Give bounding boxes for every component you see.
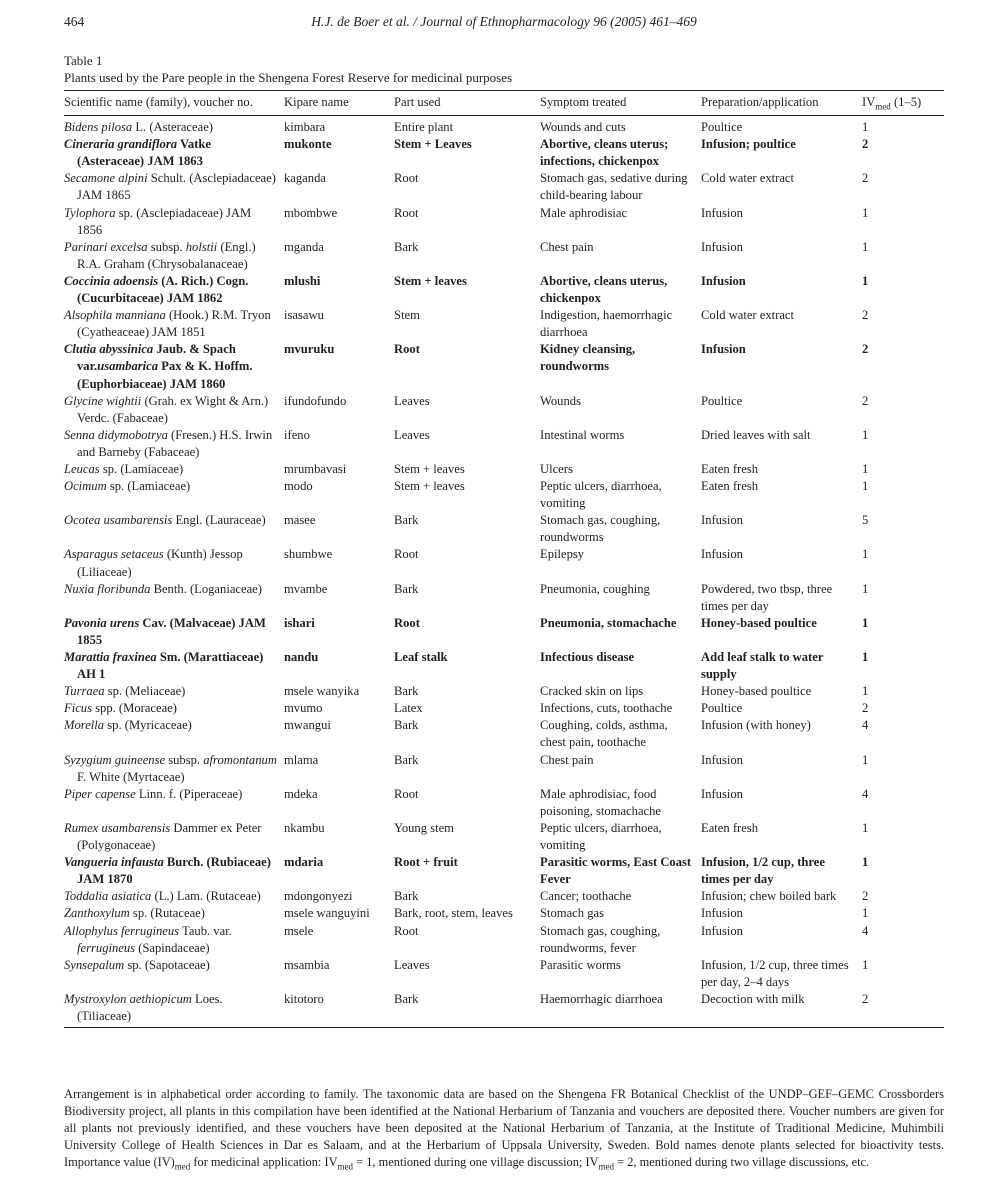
- cell-kipare-name: nkambu: [284, 820, 325, 835]
- table-row: [64, 307, 944, 341]
- taxon-text: sp. (Myricaceae): [104, 718, 192, 733]
- cell-kipare-name: mbombwe: [284, 205, 338, 220]
- taxon-italic: Ocimum: [64, 479, 107, 494]
- cell-importance-value: 1: [862, 820, 869, 835]
- cell-symptom-treated: Cancer; toothache: [540, 889, 632, 904]
- table-row: [64, 512, 944, 546]
- table-row: [64, 581, 944, 615]
- cell-symptom-treated: Infections, cuts, toothache: [540, 701, 673, 716]
- cell-symptom-treated: Wounds: [540, 393, 581, 408]
- cell-part-used: Root: [394, 342, 420, 357]
- cell-preparation: Infusion, 1/2 cup, three times per day, 2–4 days: [701, 957, 849, 989]
- cell-kipare-name: mlama: [284, 752, 319, 767]
- taxon-text: (Engl.) R.A. Graham (Chrysobalanaceae): [77, 239, 256, 271]
- table-header-row: [64, 91, 944, 116]
- cell-scientific-name: [64, 683, 284, 700]
- taxon-italic: Ficus: [64, 701, 92, 716]
- cell-preparation: Cold water extract: [701, 171, 795, 186]
- cell-kipare-name: isasawu: [284, 308, 324, 323]
- table-row: [64, 752, 944, 786]
- footnote-text: Arrangement is in alphabetical order according to family. The taxonomic data are based on the Shengena FR Botanical Checklist of the UNDP–GEF–GEMC Crossborders Biodiversity project, all plants in this compilation have been identified at the National Herbarium of Tanzania and vouchers are deposited there. Voucher numbers are given for all plants not previously identified, and these vouchers have been deposited at the National Herbarium of Tanzania, at the Institute of Traditional Medicine, Muhimbili University College of Health Sciences in Dar es Salaam, and at the Herbarium of Uppsala University, Sweden. Bold names denote plants selected for bioactivity tests. Importance value (IV): [64, 1087, 944, 1169]
- cell-scientific-name: [64, 116, 284, 137]
- cell-scientific-name: [64, 957, 284, 991]
- cell-importance-value: 1: [862, 906, 869, 921]
- taxon-italic: Tylophora: [64, 205, 116, 220]
- footnote-iv-sub: med: [337, 1161, 354, 1172]
- taxon-text: spp. (Moraceae): [91, 701, 177, 716]
- taxon-text: (Fresen.) H.S. Irwin and Barneby (Fabaceae): [77, 427, 273, 459]
- cell-part-used: Stem + leaves: [394, 273, 467, 288]
- taxon-italic: Vangueria infausta: [64, 855, 164, 870]
- cell-symptom-treated: Stomach gas: [540, 906, 605, 921]
- table-row: [64, 905, 944, 922]
- cell-scientific-name: [64, 615, 284, 649]
- cell-kipare-name: nandu: [284, 650, 319, 664]
- page-number: 464: [64, 14, 85, 29]
- taxon-text: Vatke (Asteraceae) JAM 1863: [77, 137, 211, 169]
- taxon-text: Linn. f. (Piperaceae): [135, 786, 243, 801]
- cell-part-used: Bark: [394, 718, 419, 733]
- taxon-text: Jaub. & Spach var.: [77, 342, 236, 374]
- taxon-text: Dammer ex Peter (Polygonaceae): [77, 820, 262, 853]
- cell-importance-value: 2: [862, 137, 869, 152]
- cell-scientific-name: [64, 752, 284, 786]
- cell-preparation: Infusion: [701, 906, 743, 921]
- cell-preparation: Honey-based poultice: [701, 684, 812, 699]
- cell-importance-value: 1: [862, 461, 869, 476]
- taxon-text: (Hook.) R.M. Tryon (Cyatheaceae) JAM 1851: [77, 308, 271, 340]
- cell-part-used: Root: [394, 615, 420, 630]
- taxon-italic: Morella: [64, 718, 105, 733]
- taxon-italic: holstii: [185, 239, 218, 254]
- table-row: [64, 854, 944, 888]
- journal-citation: H.J. de Boer et al. / Journal of Ethnopharmacology 96 (2005) 461–469: [311, 14, 697, 29]
- taxon-text: Schult. (Asclepiadaceae) JAM 1865: [77, 171, 276, 203]
- taxon-italic: Ocotea usambarensis: [64, 513, 173, 528]
- cell-scientific-name: [64, 478, 284, 512]
- cell-preparation: Eaten fresh: [701, 461, 758, 476]
- table-row: [64, 683, 944, 700]
- cell-scientific-name: [64, 461, 284, 478]
- taxon-italic: Cineraria grandiflora: [64, 137, 178, 152]
- cell-symptom-treated: Intestinal worms: [540, 427, 625, 442]
- cell-importance-value: 1: [862, 547, 869, 562]
- cell-symptom-treated: Male aphrodisiac: [540, 205, 628, 220]
- taxon-text: Sm. (Marattiaceae) AH 1: [77, 650, 264, 682]
- taxon-text: sp. (Lamiaceae): [99, 461, 184, 476]
- cell-preparation: Infusion; poultice: [701, 137, 796, 152]
- taxon-italic: Piper capense: [64, 786, 136, 801]
- cell-part-used: Bark: [394, 752, 419, 767]
- taxon-text: (Grah. ex Wight & Arn.) Verdc. (Fabaceae): [77, 393, 269, 425]
- cell-part-used: Stem + leaves: [394, 461, 465, 476]
- table-row: [64, 991, 944, 1028]
- taxon-text: Benth. (Loganiaceae): [150, 581, 262, 596]
- cell-part-used: Bark: [394, 684, 419, 699]
- cell-part-used: Bark: [394, 991, 419, 1006]
- cell-scientific-name: [64, 512, 284, 546]
- cell-scientific-name: [64, 546, 284, 580]
- cell-symptom-treated: Haemorrhagic diarrhoea: [540, 991, 663, 1006]
- cell-preparation: Dried leaves with salt: [701, 427, 811, 442]
- cell-kipare-name: kaganda: [284, 171, 326, 186]
- taxon-text: Burch. (Rubiaceae) JAM 1870: [77, 855, 271, 887]
- cell-importance-value: 2: [862, 171, 869, 186]
- cell-symptom-treated: Abortive, cleans uterus, chickenpox: [540, 273, 668, 306]
- taxon-italic: Syzygium guineense: [64, 752, 166, 767]
- cell-part-used: Bark: [394, 513, 419, 528]
- cell-kipare-name: msele wanyika: [284, 684, 360, 699]
- cell-part-used: Bark: [394, 239, 419, 254]
- table-caption: [64, 52, 512, 86]
- cell-importance-value: 1: [862, 957, 869, 972]
- cell-part-used: Root: [394, 205, 419, 220]
- cell-preparation: Infusion; chew boiled bark: [701, 889, 837, 904]
- cell-preparation: Infusion: [701, 923, 743, 938]
- cell-kipare-name: masee: [284, 513, 316, 528]
- taxon-italic: Glycine wightii: [64, 393, 142, 408]
- taxon-text: sp. (Asclepiadaceae) JAM 1856: [77, 205, 252, 237]
- cell-importance-value: 1: [862, 479, 869, 494]
- cell-kipare-name: kitotoro: [284, 991, 324, 1006]
- table-row: [64, 205, 944, 239]
- table-row: [64, 615, 944, 649]
- cell-importance-value: 4: [862, 923, 869, 938]
- taxon-italic: Bidens pilosa: [64, 120, 133, 135]
- cell-scientific-name: [64, 649, 284, 683]
- cell-symptom-treated: Parasitic worms: [540, 957, 621, 972]
- cell-scientific-name: [64, 239, 284, 273]
- cell-preparation: Poultice: [701, 393, 743, 408]
- cell-scientific-name: [64, 170, 284, 204]
- cell-importance-value: 1: [862, 239, 869, 254]
- cell-kipare-name: mvambe: [284, 581, 328, 596]
- cell-kipare-name: mukonte: [284, 137, 332, 152]
- cell-symptom-treated: Kidney cleansing, roundworms: [540, 342, 636, 374]
- cell-preparation: Infusion, 1/2 cup, three times per day: [701, 855, 825, 887]
- cell-symptom-treated: Male aphrodisiac, food poisoning, stomachache: [540, 786, 662, 818]
- cell-preparation: Eaten fresh: [701, 479, 758, 494]
- table-row: [64, 136, 944, 170]
- iv-subscript: med: [875, 101, 891, 112]
- cell-part-used: Leaves: [394, 427, 430, 442]
- table-label: Table 1: [64, 53, 103, 68]
- table-row: [64, 717, 944, 751]
- taxon-italic: Mystroxylon aethiopicum: [64, 991, 192, 1006]
- footnote-iv-sub: med: [598, 1161, 615, 1172]
- cell-kipare-name: mdaria: [284, 855, 324, 870]
- cell-kipare-name: msele: [284, 923, 314, 938]
- taxon-text: Pax & K. Hoffm. (Euphorbiaceae) JAM 1860: [77, 359, 253, 391]
- taxon-text: (Sapindaceae): [135, 940, 210, 955]
- cell-importance-value: 2: [862, 308, 869, 323]
- cell-preparation: Infusion: [701, 547, 743, 562]
- cell-kipare-name: mvuruku: [284, 342, 335, 357]
- table-row: [64, 649, 944, 683]
- taxon-italic: Senna didymobotrya: [64, 427, 168, 442]
- cell-kipare-name: modo: [284, 479, 313, 494]
- cell-scientific-name: [64, 307, 284, 341]
- taxon-text: L. (Asteraceae): [132, 120, 213, 135]
- cell-symptom-treated: Infectious disease: [540, 650, 635, 664]
- cell-scientific-name: [64, 786, 284, 820]
- cell-symptom-treated: Parasitic worms, East Coast Fever: [540, 855, 692, 887]
- taxon-text: Taub. var.: [179, 923, 232, 938]
- taxon-text: (Kunth) Jessop (Liliaceae): [77, 547, 243, 579]
- cell-kipare-name: mrumbavasi: [284, 461, 347, 476]
- cell-preparation: Infusion: [701, 752, 743, 767]
- col-header-scientific-name: Scientific name (family), voucher no.: [64, 95, 253, 109]
- taxon-italic: Allophylus ferrugineus: [64, 923, 180, 938]
- cell-part-used: Root: [394, 786, 419, 801]
- cell-symptom-treated: Peptic ulcers, diarrhoea, vomiting: [540, 820, 662, 853]
- cell-preparation: Cold water extract: [701, 308, 795, 323]
- table-row: [64, 170, 944, 204]
- cell-preparation: Poultice: [701, 120, 743, 135]
- taxon-italic: Asparagus setaceus: [64, 547, 164, 562]
- table-footnote: [64, 1086, 944, 1171]
- cell-preparation: Infusion: [701, 273, 746, 288]
- cell-scientific-name: [64, 136, 284, 170]
- taxon-italic: Nuxia floribunda: [64, 581, 151, 596]
- cell-importance-value: 1: [862, 120, 869, 135]
- cell-symptom-treated: Coughing, colds, asthma, chest pain, toothache: [540, 718, 668, 750]
- cell-symptom-treated: Cracked skin on lips: [540, 684, 644, 699]
- cell-symptom-treated: Peptic ulcers, diarrhoea, vomiting: [540, 479, 662, 511]
- cell-part-used: Bark: [394, 889, 419, 904]
- table-row: [64, 786, 944, 820]
- cell-scientific-name: [64, 393, 284, 427]
- table-row: [64, 461, 944, 478]
- cell-scientific-name: [64, 427, 284, 461]
- cell-kipare-name: mvumo: [284, 701, 323, 716]
- cell-part-used: Leaves: [394, 393, 430, 408]
- cell-part-used: Root + fruit: [394, 855, 458, 870]
- col-header-preparation: Preparation/application: [701, 95, 819, 109]
- footnote-text-2: for medicinal application: IV: [190, 1155, 338, 1169]
- cell-part-used: Stem + leaves: [394, 479, 465, 494]
- cell-preparation: Infusion: [701, 342, 746, 357]
- table-row: [64, 546, 944, 580]
- cell-symptom-treated: Epilepsy: [540, 547, 585, 562]
- cell-preparation: Add leaf stalk to water supply: [701, 650, 824, 682]
- cell-kipare-name: mdongonyezi: [284, 889, 353, 904]
- cell-symptom-treated: Pneumonia, stomachache: [540, 615, 677, 630]
- cell-kipare-name: ishari: [284, 615, 315, 630]
- cell-importance-value: 1: [862, 684, 869, 699]
- cell-preparation: Infusion: [701, 205, 743, 220]
- cell-part-used: Leaf stalk: [394, 650, 448, 664]
- taxon-text: Loes. (Tiliaceae): [77, 991, 223, 1023]
- cell-scientific-name: [64, 205, 284, 239]
- table-row: [64, 116, 944, 137]
- cell-kipare-name: shumbwe: [284, 547, 333, 562]
- cell-part-used: Stem: [394, 308, 420, 323]
- table-row: [64, 341, 944, 392]
- cell-importance-value: 2: [862, 701, 869, 716]
- table-title: Plants used by the Pare people in the Shengena Forest Reserve for medicinal purposes: [64, 70, 513, 85]
- table-row: [64, 820, 944, 854]
- cell-kipare-name: ifeno: [284, 427, 310, 442]
- cell-symptom-treated: Chest pain: [540, 239, 594, 254]
- cell-part-used: Root: [394, 547, 419, 562]
- cell-importance-value: 1: [862, 650, 869, 664]
- col-header-importance-value: [862, 91, 944, 116]
- taxon-italic: Secamone alpini: [64, 171, 148, 186]
- cell-importance-value: 2: [862, 991, 869, 1006]
- cell-symptom-treated: Stomach gas, coughing, roundworms, fever: [540, 923, 661, 955]
- taxon-italic: ferrugineus: [77, 940, 136, 955]
- taxon-italic: Coccinia adoensis: [64, 273, 159, 288]
- cell-importance-value: 1: [862, 752, 869, 767]
- cell-symptom-treated: Stomach gas, coughing, roundworms: [540, 513, 661, 545]
- table-body: [64, 116, 944, 1028]
- cell-importance-value: 2: [862, 342, 869, 357]
- table-row: [64, 700, 944, 717]
- table-row: [64, 239, 944, 273]
- cell-scientific-name: [64, 854, 284, 888]
- cell-importance-value: 1: [862, 615, 869, 630]
- cell-symptom-treated: Wounds and cuts: [540, 120, 626, 135]
- cell-importance-value: 1: [862, 581, 869, 596]
- cell-importance-value: 1: [862, 427, 869, 442]
- cell-kipare-name: kimbara: [284, 120, 326, 135]
- cell-part-used: Bark, root, stem, leaves: [394, 906, 513, 921]
- table-row: [64, 888, 944, 905]
- taxon-italic: usambarica: [97, 359, 159, 374]
- cell-importance-value: 2: [862, 393, 869, 408]
- cell-scientific-name: [64, 581, 284, 615]
- cell-preparation: Poultice: [701, 701, 743, 716]
- cell-symptom-treated: Chest pain: [540, 752, 594, 767]
- cell-preparation: Eaten fresh: [701, 820, 758, 835]
- col-header-part-used: Part used: [394, 95, 441, 109]
- table-row: [64, 923, 944, 957]
- taxon-text: sp. (Meliaceae): [104, 684, 186, 699]
- cell-symptom-treated: Abortive, cleans uterus; infections, chickenpox: [540, 137, 669, 169]
- cell-preparation: Infusion: [701, 786, 743, 801]
- col-header-kipare-name: Kipare name: [284, 95, 349, 109]
- cell-kipare-name: mganda: [284, 239, 324, 254]
- cell-scientific-name: [64, 341, 284, 392]
- cell-part-used: Young stem: [394, 820, 454, 835]
- iv-prefix: IV: [862, 95, 876, 109]
- cell-symptom-treated: Indigestion, haemorrhagic diarrhoea: [540, 308, 673, 340]
- cell-part-used: Bark: [394, 581, 419, 596]
- table-row: [64, 393, 944, 427]
- taxon-text: subsp.: [165, 752, 204, 767]
- cell-scientific-name: [64, 923, 284, 957]
- cell-part-used: Entire plant: [394, 120, 454, 135]
- cell-scientific-name: [64, 700, 284, 717]
- medicinal-plants-table: [64, 90, 944, 1028]
- taxon-italic: Zanthoxylum: [64, 906, 130, 921]
- footnote-text-4: = 2, mentioned during two village discussions, etc.: [614, 1155, 870, 1169]
- cell-preparation: Decoction with milk: [701, 991, 805, 1006]
- taxon-text: subsp.: [147, 239, 186, 254]
- cell-part-used: Root: [394, 171, 419, 186]
- taxon-italic: Rumex usambarensis: [64, 820, 171, 835]
- taxon-italic: Toddalia asiatica: [64, 889, 152, 904]
- taxon-italic: Pavonia urens: [64, 615, 140, 630]
- cell-scientific-name: [64, 820, 284, 854]
- taxon-text: F. White (Myrtaceae): [77, 769, 185, 784]
- table-row: [64, 957, 944, 991]
- taxon-text: Engl. (Lauraceae): [172, 513, 266, 528]
- table-row: [64, 273, 944, 307]
- taxon-text: Cav. (Malvaceae) JAM 1855: [77, 615, 266, 647]
- taxon-text: sp. (Rutaceae): [129, 906, 205, 921]
- cell-preparation: Infusion: [701, 513, 743, 528]
- taxon-italic: Turraea: [64, 684, 105, 699]
- taxon-italic: Leucas: [64, 461, 100, 476]
- cell-preparation: Infusion (with honey): [701, 718, 811, 733]
- taxon-italic: Synsepalum: [64, 957, 125, 972]
- taxon-text: (A. Rich.) Cogn. (Cucurbitaceae) JAM 1862: [77, 273, 249, 306]
- cell-part-used: Root: [394, 923, 419, 938]
- cell-scientific-name: [64, 273, 284, 307]
- cell-importance-value: 4: [862, 786, 869, 801]
- cell-kipare-name: mdeka: [284, 786, 318, 801]
- cell-part-used: Stem + Leaves: [394, 137, 472, 152]
- cell-preparation: Infusion: [701, 239, 743, 254]
- cell-importance-value: 1: [862, 205, 869, 220]
- footnote-text-3: = 1, mentioned during one village discussion; IV: [353, 1155, 599, 1169]
- table-row: [64, 478, 944, 512]
- cell-kipare-name: msambia: [284, 957, 330, 972]
- cell-symptom-treated: Ulcers: [540, 461, 573, 476]
- running-header: [64, 14, 944, 32]
- cell-kipare-name: mwangui: [284, 718, 331, 733]
- taxon-text: (L.) Lam. (Rutaceae): [151, 889, 261, 904]
- taxon-italic: Marattia fraxinea: [64, 650, 157, 664]
- table-row: [64, 427, 944, 461]
- col-header-symptom-treated: Symptom treated: [540, 95, 627, 109]
- cell-scientific-name: [64, 888, 284, 905]
- iv-suffix: (1–5): [890, 95, 922, 109]
- footnote-iv-sub: med: [174, 1161, 191, 1172]
- cell-importance-value: 5: [862, 513, 869, 528]
- taxon-italic: Parinari excelsa: [64, 239, 148, 254]
- cell-importance-value: 4: [862, 718, 869, 733]
- cell-part-used: Leaves: [394, 957, 430, 972]
- taxon-italic: Alsophila manniana: [64, 308, 166, 323]
- cell-preparation: Powdered, two tbsp, three times per day: [701, 581, 833, 613]
- cell-scientific-name: [64, 905, 284, 922]
- cell-kipare-name: ifundofundo: [284, 393, 347, 408]
- cell-preparation: Honey-based poultice: [701, 615, 817, 630]
- cell-importance-value: 2: [862, 889, 869, 904]
- taxon-italic: afromontanum: [203, 752, 277, 767]
- cell-scientific-name: [64, 717, 284, 751]
- cell-kipare-name: msele wanguyini: [284, 906, 370, 921]
- cell-importance-value: 1: [862, 273, 869, 288]
- cell-part-used: Latex: [394, 701, 423, 716]
- cell-kipare-name: mlushi: [284, 273, 321, 288]
- cell-scientific-name: [64, 991, 284, 1028]
- cell-symptom-treated: Pneumonia, coughing: [540, 581, 650, 596]
- taxon-italic: Clutia abyssinica: [64, 342, 154, 357]
- cell-symptom-treated: Stomach gas, sedative during child-bearing labour: [540, 171, 688, 203]
- cell-importance-value: 1: [862, 855, 869, 870]
- taxon-text: sp. (Lamiaceae): [106, 479, 191, 494]
- taxon-text: sp. (Sapotaceae): [124, 957, 210, 972]
